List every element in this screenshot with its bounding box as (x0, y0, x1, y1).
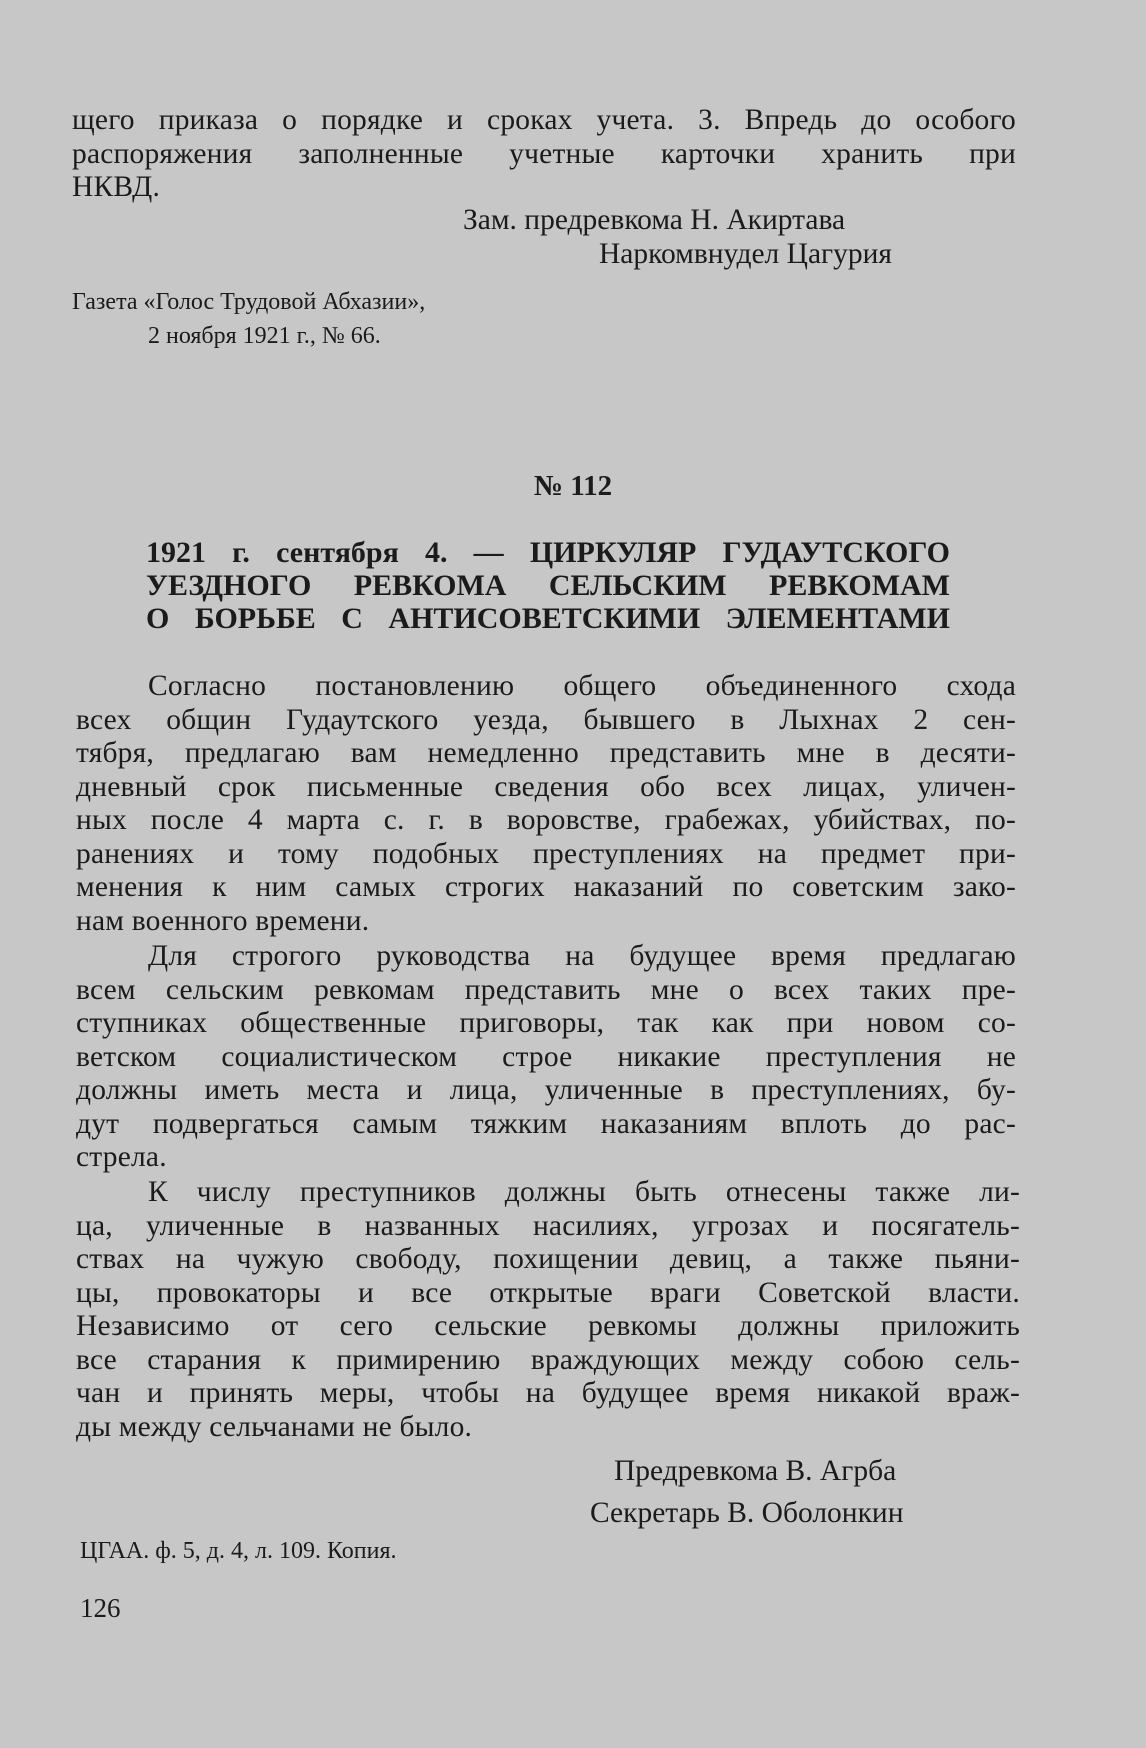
text-line: чан и принять меры, чтобы на будущее время никакой враж- (76, 1377, 1020, 1409)
paragraph-3 (76, 1176, 1020, 1444)
text-line: НКВД. (72, 171, 161, 203)
text-line: ды между сельчанами не было. (76, 1410, 473, 1443)
signature-narkom: Наркомвнудел Цагурия (599, 238, 892, 270)
text-line: распоряжения заполненные учетные карточки хранить при (72, 137, 1016, 170)
page-number: 126 (80, 1593, 121, 1623)
text-line: менения к ним самых строгих наказаний по советским зако- (76, 871, 1016, 903)
text-line: К числу преступников должны быть отнесены также ли- (148, 1176, 1020, 1208)
text-line: тября, предлагаю вам немедленно представить мне в десяти- (76, 737, 1016, 769)
text-line: всех общин Гудаутского уезда, бывшего в Лыхнах 2 сен- (76, 703, 1016, 736)
heading-line: О БОРЬБЕ С АНТИСОВЕТСКИМИ ЭЛЕМЕНТАМИ (146, 602, 950, 635)
text-line: ца, уличенные в названных насилиях, угрозах и посягатель- (76, 1209, 1020, 1242)
text-line: Согласно постановлению общего объединенного схода (148, 670, 1016, 702)
text-line: дут подвергаться самым тяжким наказаниям вплоть до рас- (76, 1107, 1016, 1140)
heading-line: УЕЗДНОГО РЕВКОМА СЕЛЬСКИМ РЕВКОМАМ (146, 569, 950, 602)
text-line: Независимо от сего сельские ревкомы должны приложить (76, 1310, 1020, 1342)
document-number: № 112 (533, 470, 613, 502)
text-line: щего приказа о порядке и сроках учета. 3. Впредь до особого (72, 104, 1016, 136)
heading-line: 1921 г. сентября 4. — ЦИРКУЛЯР ГУДАУТСКОГО (146, 536, 950, 569)
text-line: должны иметь места и лица, уличенные в преступлениях, бу- (76, 1074, 1016, 1106)
text-line: нам военного времени. (76, 904, 370, 937)
archive-source: ЦГАА. ф. 5, д. 4, л. 109. Копия. (80, 1538, 397, 1564)
text-line: стрела. (76, 1141, 167, 1173)
paragraph-2 (76, 940, 1016, 1175)
source-newspaper: Газета «Голос Трудовой Абхазии», (72, 289, 426, 315)
signature-secretary: Секретарь В. Оболонкин (590, 1497, 904, 1529)
text-line: всем сельским ревкомам представить мне о всех таких пре- (76, 973, 1016, 1006)
text-line: дневный срок письменные сведения обо всех лицах, уличен- (76, 770, 1016, 803)
text-line: Для строгого руководства на будущее время предлагаю (148, 940, 1016, 972)
paragraph-1 (76, 670, 1016, 938)
text-line: ранениях и тому подобных преступлениях на предмет при- (76, 837, 1016, 870)
text-line: все старания к примирению враждующих между собою сель- (76, 1343, 1020, 1376)
text-line: цы, провокаторы и все открытые враги Советской власти. (76, 1276, 1020, 1309)
text-line: ступниках общественные приговоры, так как при новом со- (76, 1007, 1016, 1039)
signature-chairman: Предревкома В. Агрба (614, 1455, 897, 1487)
document-heading (146, 536, 950, 635)
text-line: ветском социалистическом строе никакие преступления не (76, 1040, 1016, 1073)
text-line: ных после 4 марта с. г. в воровстве, грабежах, убийствах, по- (76, 804, 1016, 836)
text-line: ствах на чужую свободу, похищении девиц, а также пьяни- (76, 1243, 1020, 1275)
signature-deputy: Зам. предревкома Н. Акиртава (463, 204, 846, 236)
continuation-text (72, 104, 1016, 205)
source-newspaper-date: 2 ноября 1921 г., № 66. (148, 323, 381, 349)
